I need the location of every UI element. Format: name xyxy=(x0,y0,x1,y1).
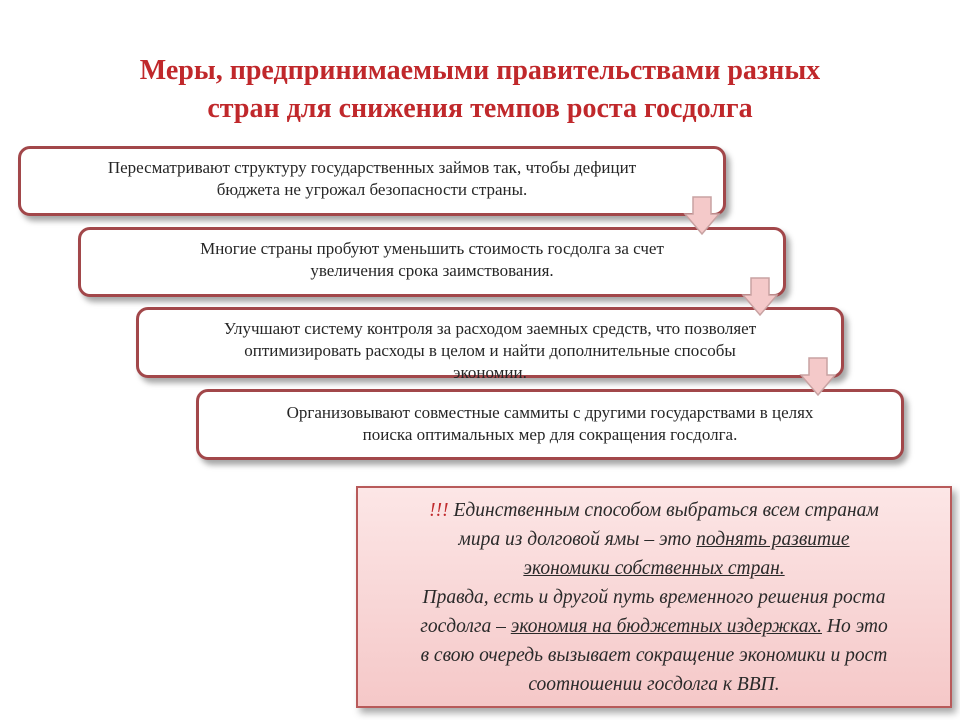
step-2-line-2: увеличения срока заимствования. xyxy=(310,261,554,280)
note-line-4 xyxy=(368,583,940,612)
note-line-1 xyxy=(368,496,940,525)
step-1-line-2: бюджета не угрожал безопасности страны. xyxy=(216,180,528,199)
note-text-4: госдолга – xyxy=(420,616,511,637)
note-text-6: в свою очередь вызывает сокращение экономики и рост xyxy=(420,645,888,666)
step-box-4 xyxy=(196,389,904,460)
title-line-1: Меры, предпринимаемыми правительствами разных xyxy=(139,55,821,86)
step-box-1 xyxy=(18,146,726,216)
down-arrow-icon xyxy=(741,277,779,317)
note-underline-2: экономики собственных стран. xyxy=(523,558,785,579)
step-3-line-3: экономии. xyxy=(453,363,527,382)
step-1-line-1: Пересматривают структуру государственных займов так, чтобы дефицит xyxy=(107,158,637,177)
note-line-6 xyxy=(368,641,940,670)
note-text-2: мира из долговой ямы – это xyxy=(458,529,697,550)
note-line-2 xyxy=(368,525,940,554)
note-text-5: Но это xyxy=(821,616,888,637)
step-4-line-1: Организовывают совместные саммиты с другими государствами в целях xyxy=(286,403,814,422)
step-box-2 xyxy=(78,227,786,297)
conclusion-note xyxy=(356,486,952,708)
note-text-7: соотношении госдолга к ВВП. xyxy=(528,674,780,695)
page-title xyxy=(40,52,920,128)
note-text-1: Единственным способом выбраться всем странам xyxy=(448,500,879,521)
note-text-3: Правда, есть и другой путь временного решения роста xyxy=(422,587,886,608)
note-line-5 xyxy=(368,612,940,641)
step-3-line-2: оптимизировать расходы в целом и найти дополнительные способы xyxy=(244,341,736,360)
note-underline-3: экономия на бюджетных издержках. xyxy=(510,616,822,637)
step-3-line-1: Улучшают систему контроля за расходом заемных средств, что позволяет xyxy=(223,319,757,338)
note-line-7 xyxy=(368,670,940,699)
step-box-3 xyxy=(136,307,844,382)
down-arrow-icon xyxy=(799,357,837,397)
step-4-line-2: поиска оптимальных мер для сокращения госдолга. xyxy=(362,425,738,444)
exclamation-mark: !!! xyxy=(429,500,449,521)
note-underline-1: поднять развитие xyxy=(696,529,850,550)
note-line-3 xyxy=(368,554,940,583)
step-2-line-1: Многие страны пробуют уменьшить стоимость госдолга за счет xyxy=(200,239,664,258)
title-line-2: стран для снижения темпов роста госдолга xyxy=(207,93,753,124)
down-arrow-icon xyxy=(683,196,721,236)
